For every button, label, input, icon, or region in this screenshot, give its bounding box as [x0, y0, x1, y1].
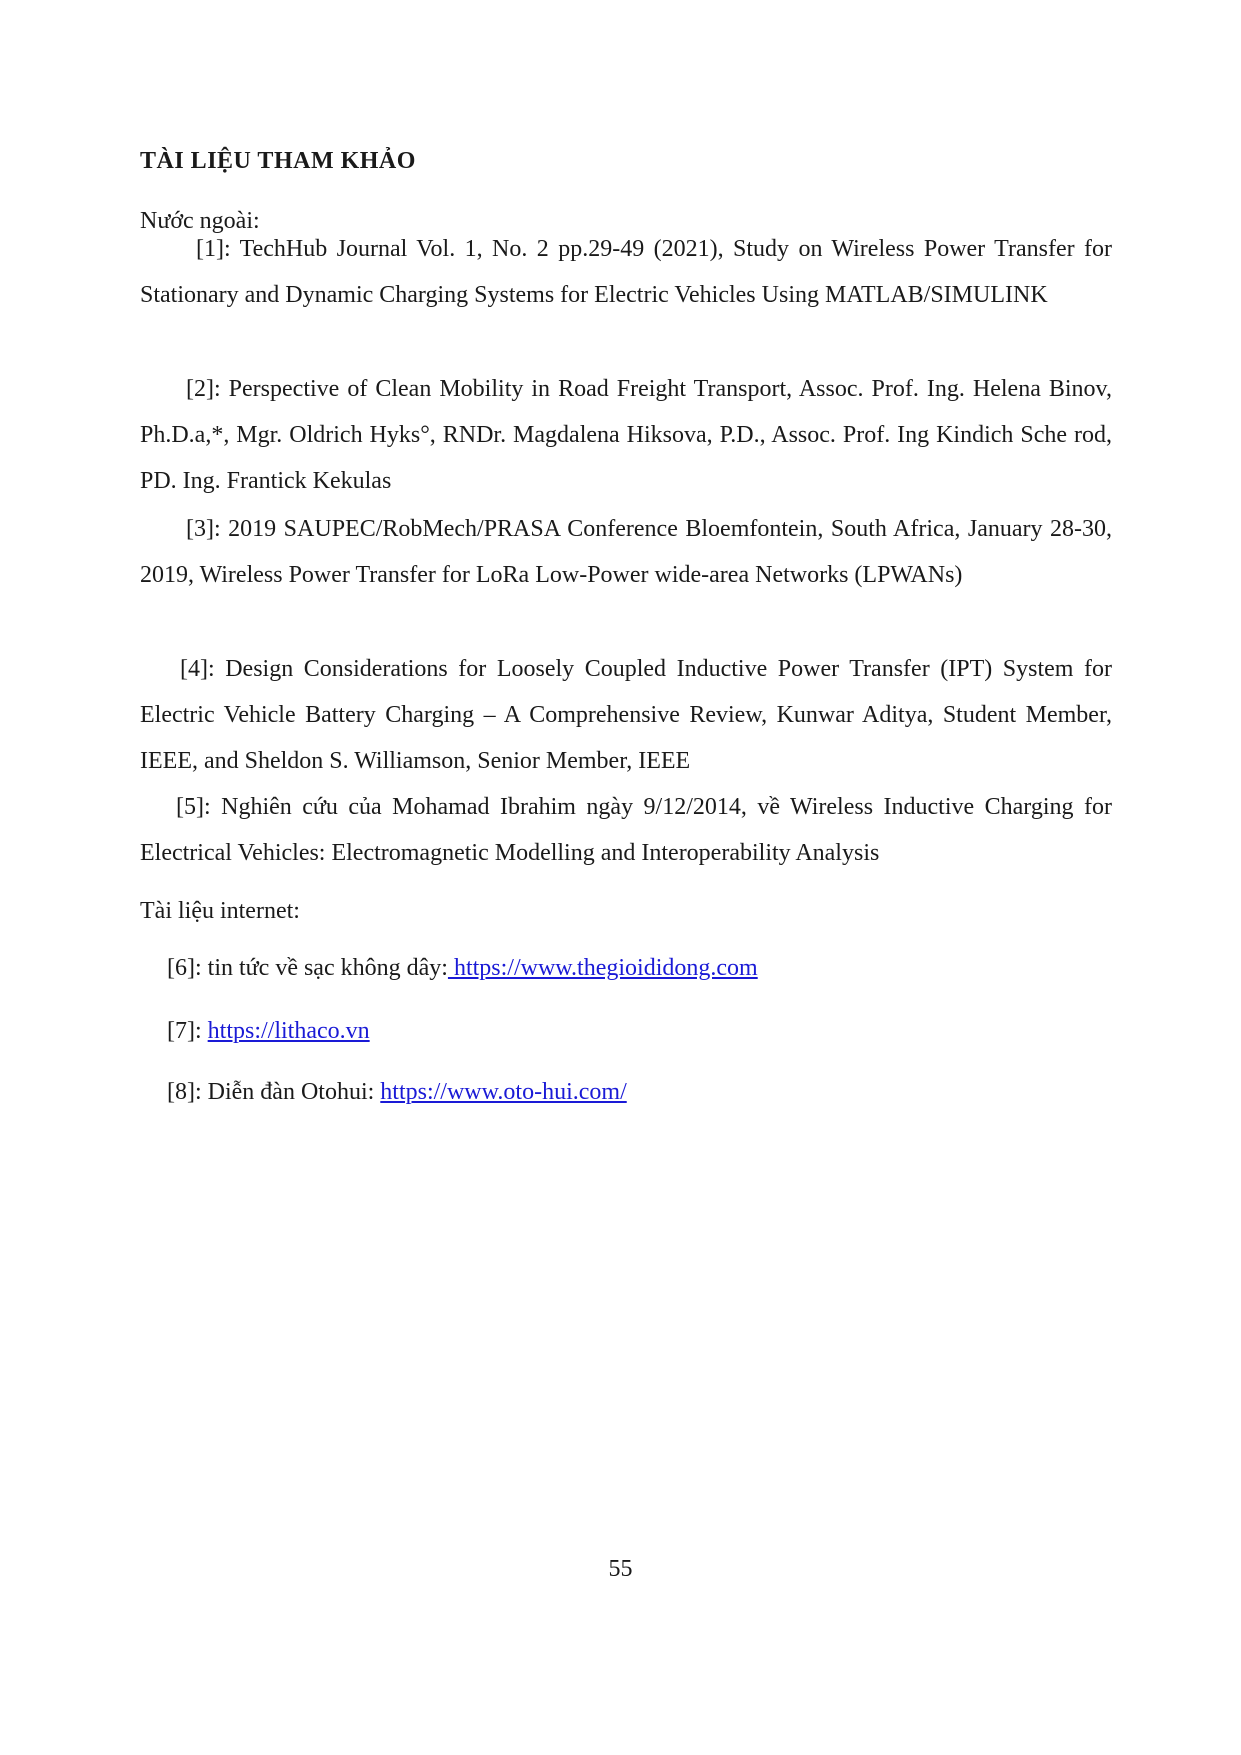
- reference-7-text: [7]:: [167, 1018, 208, 1044]
- reference-8-link[interactable]: https://www.oto-hui.com/: [380, 1079, 627, 1105]
- reference-item-8: [167, 1079, 627, 1106]
- reference-6-link[interactable]: https://www.thegioididong.com: [447, 955, 758, 981]
- reference-8-text: [8]: Diễn đàn Otohui:: [167, 1079, 381, 1105]
- reference-item-6: [167, 955, 758, 982]
- reference-item-5: [5]: Nghiên cứu của Mohamad Ibrahim ngày 9/12/2014, về Wireless Inductive Charging for Electrical Vehicles: Electromagnetic Modelling and Interoperability Analysis: [140, 794, 1112, 866]
- reference-item-3: [3]: 2019 SAUPEC/RobMech/PRASA Conference Bloemfontein, South Africa, January 28-30, 2019, Wireless Power Transfer for LoRa Low-Power wide-area Networks (LPWANs): [140, 516, 1112, 588]
- foreign-references-label: Nước ngoài:: [140, 208, 260, 234]
- reference-item-4: [4]: Design Considerations for Loosely Coupled Inductive Power Transfer (IPT) System for Electric Vehicle Battery Charging – A Comprehensive Review, Kunwar Aditya, Student Member, IEEE, and Sheldon S. Williamson, Senior Member, IEEE: [140, 656, 1112, 774]
- reference-item-2: [2]: Perspective of Clean Mobility in Road Freight Transport, Assoc. Prof. Ing. Helena Binov, Ph.D.a,*, Mgr. Oldrich Hyks°, RNDr. Magdalena Hiksova, P.D., Assoc. Prof. Ing Kindich Sche rod, PD. Ing. Frantick Kekulas: [140, 376, 1112, 494]
- internet-references-label: Tài liệu internet:: [140, 898, 300, 924]
- references-heading: TÀI LIỆU THAM KHẢO: [140, 148, 416, 174]
- reference-6-text: [6]: tin tức về sạc không dây:: [167, 955, 448, 981]
- reference-item-1: [1]: TechHub Journal Vol. 1, No. 2 pp.29-49 (2021), Study on Wireless Power Transfer for Stationary and Dynamic Charging Systems for Electric Vehicles Using MATLAB/SIMULINK: [140, 236, 1112, 308]
- reference-7-link[interactable]: https://lithaco.vn: [207, 1018, 370, 1044]
- reference-item-7: [167, 1018, 370, 1045]
- page-number: 55: [608, 1556, 633, 1582]
